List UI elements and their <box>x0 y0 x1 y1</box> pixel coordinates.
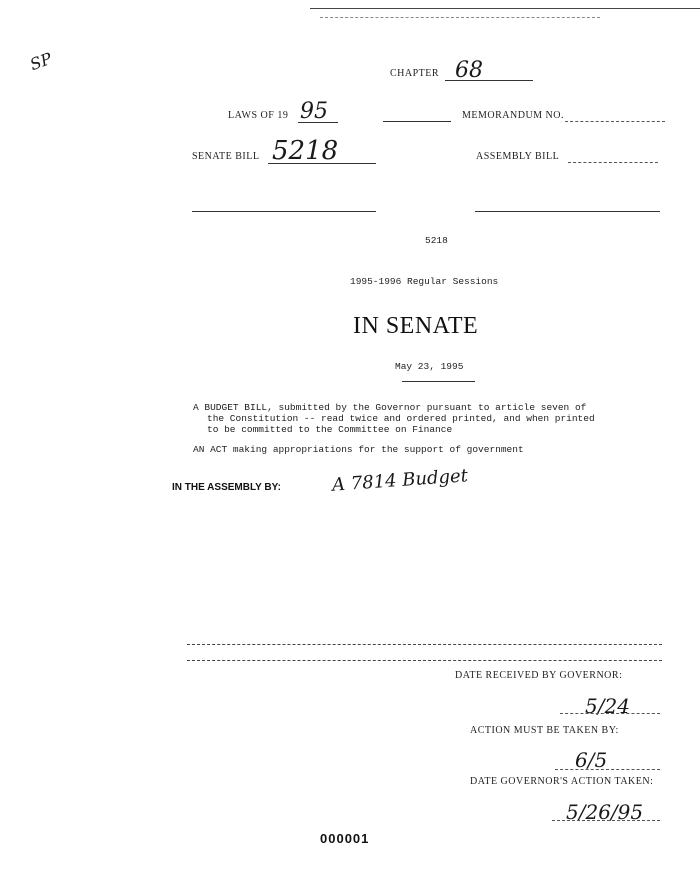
corner-initials: SP <box>27 48 55 75</box>
page-number: 000001 <box>320 831 370 846</box>
memorandum-underline <box>565 121 665 122</box>
action-must-value: 6/5 <box>575 748 608 772</box>
chapter-label: CHAPTER <box>390 68 440 79</box>
laws-label: LAWS OF 19 <box>228 110 289 121</box>
senate-bill-underline <box>268 163 376 164</box>
action-must-label: ACTION MUST BE TAKEN BY: <box>470 725 619 736</box>
date-underline <box>402 381 475 382</box>
memorandum-label: MEMORANDUM NO. <box>462 110 565 121</box>
laws-value: 95 <box>300 99 328 124</box>
bill-description-line-1: A BUDGET BILL, submitted by the Governor pursuant to article seven of <box>193 402 587 413</box>
top-edge-streak <box>320 17 600 18</box>
assembly-handwritten: A 7814 Budget <box>331 465 469 496</box>
action-taken-label: DATE GOVERNOR'S ACTION TAKEN: <box>470 776 654 787</box>
assembly-stamp-label: IN THE ASSEMBLY BY: <box>172 482 281 493</box>
divider-line-1 <box>187 644 662 645</box>
bill-description-line-2: the Constitution -- read twice and ordered printed, and when printed <box>207 413 595 424</box>
page-title: IN SENATE <box>353 313 479 339</box>
chapter-underline <box>445 80 533 81</box>
senate-bill-label: SENATE BILL <box>192 151 260 162</box>
received-underline <box>560 713 660 714</box>
memorandum-blank-line <box>383 121 451 122</box>
chapter-value: 68 <box>455 58 483 83</box>
assembly-bill-underline <box>568 162 658 163</box>
act-text: AN ACT making appropriations for the support of government <box>193 444 524 455</box>
received-label: DATE RECEIVED BY GOVERNOR: <box>455 670 623 681</box>
received-value: 5/24 <box>585 694 630 718</box>
top-edge-line <box>310 8 700 9</box>
action-taken-value: 5/26/95 <box>566 800 644 824</box>
session-line: 1995-1996 Regular Sessions <box>350 276 499 287</box>
senate-bill-value: 5218 <box>272 136 339 166</box>
introduced-date: May 23, 1995 <box>395 361 464 372</box>
blank-line-right <box>475 211 660 212</box>
bill-description-line-3: to be committed to the Committee on Finance <box>207 424 453 435</box>
laws-underline <box>298 122 338 123</box>
blank-line-left <box>192 211 376 212</box>
bill-number: 5218 <box>425 235 448 246</box>
divider-line-2 <box>187 660 662 661</box>
action-taken-underline <box>552 820 660 821</box>
action-must-underline <box>555 769 660 770</box>
assembly-bill-label: ASSEMBLY BILL <box>476 151 560 162</box>
